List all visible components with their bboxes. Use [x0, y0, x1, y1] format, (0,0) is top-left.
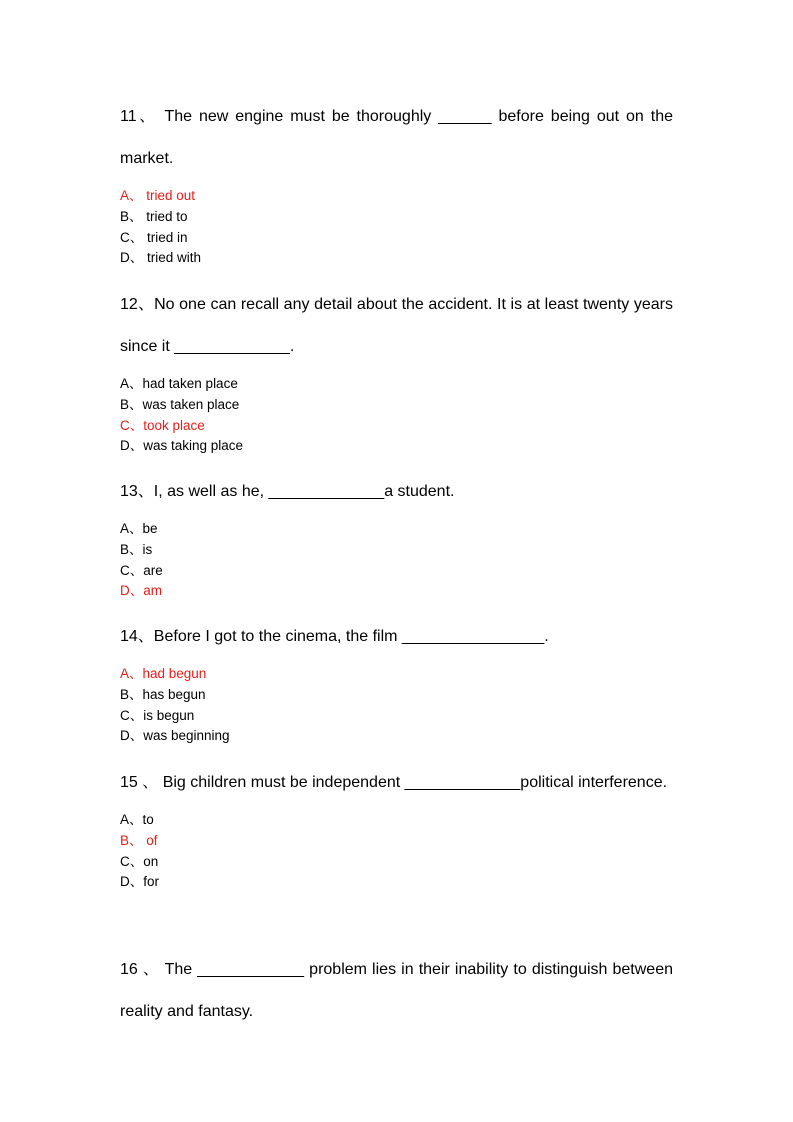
question-stem: 14、Before I got to the cinema, the film ________________.	[120, 628, 549, 645]
option-d[interactable]: D、was beginning	[120, 728, 230, 744]
option-b[interactable]: B、was taken place	[120, 396, 240, 412]
question-stem: 12、No one can recall any detail about the accident. It is at least twenty years since it _____________.	[120, 296, 673, 355]
question-12	[120, 284, 673, 457]
option-d[interactable]: D、was taking place	[120, 438, 244, 454]
option-a[interactable]: A、had begun	[120, 666, 207, 681]
option-a[interactable]: A、be	[120, 521, 158, 536]
option-c[interactable]: C、 tried in	[120, 229, 188, 245]
question-14	[120, 616, 673, 747]
question-stem: 11、 The new engine must be thoroughly ______ before being out on the market.	[120, 108, 673, 167]
question-16	[120, 949, 673, 1033]
option-b[interactable]: B、 tried to	[120, 208, 188, 224]
option-a[interactable]: A、to	[120, 812, 154, 827]
option-list	[120, 810, 673, 893]
option-b[interactable]: B、 of	[120, 832, 158, 848]
option-c[interactable]: C、on	[120, 853, 159, 869]
option-list	[120, 519, 673, 602]
question-stem: 16 、 The ____________ problem lies in their inability to distinguish between reality and fantasy.	[120, 961, 673, 1020]
question-stem: 13、I, as well as he, _____________a student.	[120, 483, 455, 500]
question-11	[120, 96, 673, 269]
option-b[interactable]: B、is	[120, 541, 153, 557]
question-15	[120, 762, 673, 893]
option-list	[120, 374, 673, 457]
option-a[interactable]: A、had taken place	[120, 376, 238, 391]
option-c[interactable]: C、is begun	[120, 707, 195, 723]
question-stem: 15 、 Big children must be independent _____________political interference.	[120, 774, 668, 791]
option-d[interactable]: D、 tried with	[120, 250, 202, 266]
option-c[interactable]: C、took place	[120, 417, 205, 433]
option-d[interactable]: D、am	[120, 583, 163, 599]
option-list	[120, 664, 673, 747]
option-c[interactable]: C、are	[120, 562, 163, 578]
option-list	[120, 186, 673, 269]
option-b[interactable]: B、has begun	[120, 686, 206, 702]
option-d[interactable]: D、for	[120, 874, 160, 890]
question-13	[120, 471, 673, 602]
option-a[interactable]: A、 tried out	[120, 188, 196, 203]
